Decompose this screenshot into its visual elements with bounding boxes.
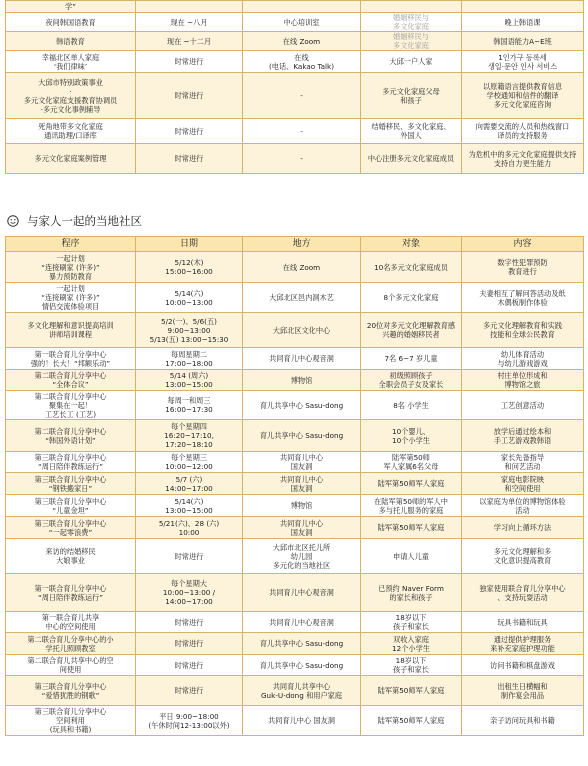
- date-text: 每个星期三 10:00~12:00: [165, 453, 213, 471]
- cell-place: [243, 633, 361, 655]
- program-text: 夜间韩国语教育: [45, 17, 96, 27]
- cell-content: [462, 13, 584, 32]
- date-text: 时常进行: [174, 91, 204, 100]
- cell-target: [361, 452, 462, 473]
- target-text: 18岁以下 孩子和家长: [393, 656, 429, 674]
- cell-date: [136, 420, 243, 452]
- cell-content: [462, 1, 584, 13]
- cell-program: [6, 495, 136, 517]
- target-text: 婚姻移民与 多文化家庭: [393, 32, 429, 50]
- content-text: 向需要交流的人员和热线窗口 译员的支持服务: [475, 122, 570, 140]
- cell-date: [136, 574, 243, 612]
- target-text: 在陆军第50师的军人中 多与托儿服务的家庭: [374, 496, 448, 515]
- target-text: 双收入家庭 12个小学生: [392, 634, 430, 653]
- table-row: [6, 574, 584, 612]
- cell-target: [361, 706, 462, 736]
- date-text: 时常进行: [174, 686, 204, 695]
- place-text: -: [300, 126, 303, 136]
- target-text: 陆军第50师 军人家属6名父母: [383, 453, 439, 471]
- cell-program: [6, 283, 136, 313]
- date-text: 每个星期大 10:00~13:00 / 14:00~17:00: [162, 579, 216, 606]
- place-text: 博物馆: [290, 501, 313, 510]
- target-text: 陆军第50师军人家庭: [377, 523, 445, 532]
- table-row: [6, 252, 584, 283]
- date-text: 时常进行: [174, 126, 204, 136]
- cell-place: [243, 574, 361, 612]
- cell-place: [243, 348, 361, 370]
- program-text: 第三联合育儿分享中心 “一起零浪费”: [34, 518, 107, 537]
- header-place: 地方: [243, 237, 361, 252]
- cell-content: [462, 313, 584, 348]
- table-row: [6, 370, 584, 391]
- content-text: 数字性犯罪预防 教育进行: [497, 258, 548, 276]
- date-text: 5/21(六)、28 (六) 10:00: [158, 518, 220, 537]
- content-text: 多元文化理解教育和实践 技能和全球公民教育: [482, 321, 563, 339]
- table-row: [6, 283, 584, 313]
- cell-date: [136, 655, 243, 676]
- cell-target: [361, 473, 462, 495]
- place-text: 育儿共享中心 Sasu-dong: [259, 400, 344, 410]
- program-text: 第二联合育儿共享中心的空 间使用: [27, 656, 114, 674]
- cell-target: [361, 574, 462, 612]
- content-text: 1인가구 등록세 생일·문안 인사 서비스: [487, 52, 558, 71]
- program-text: 一起计划 “连接刷家 (许多)” 暴力预防教育: [41, 253, 100, 281]
- target-text: 结婚移民、多文化家庭、 外国人: [371, 122, 451, 140]
- program-text: 一起计划 “连接刷家 (许多)” 情侣交流体验项目: [41, 284, 100, 311]
- cell-target: [361, 517, 462, 539]
- content-text: 以家庭为单位的博物馆体验 活动: [479, 496, 566, 515]
- date-text: 5/14(六) 10:00~13:00: [165, 288, 213, 307]
- cell-target: [361, 1, 462, 13]
- cell-program: [6, 32, 136, 51]
- target-text: 陆军第50师军人家庭: [377, 479, 445, 488]
- content-text: 幼儿体育活动 与幼儿游戏游戏: [497, 349, 548, 368]
- program-text: 学”: [65, 2, 76, 11]
- content-text: 学习向上循环方法: [493, 523, 552, 532]
- table-row: [6, 313, 584, 348]
- target-text: 7名 6~7 岁儿童: [384, 354, 438, 363]
- program-text: 第三联合育儿分享中心 “儿童金坦”: [34, 496, 107, 515]
- cell-place: [243, 391, 361, 420]
- cell-date: [136, 633, 243, 655]
- program-text: 韩语教育: [56, 36, 85, 46]
- place-text: 在线 Zoom: [282, 262, 321, 272]
- table-row: [6, 119, 584, 144]
- table-row: [6, 706, 584, 736]
- top-program-table: [5, 0, 584, 174]
- place-text: 在线 Zoom: [282, 36, 321, 46]
- cell-place: [243, 13, 361, 32]
- table-row: [6, 13, 584, 32]
- program-text: 第三联合育儿分享中心 “周日陪伴教练运行”: [34, 453, 107, 471]
- content-text: 通过提供护理服务 来补充家庭护理功能: [490, 634, 555, 653]
- cell-program: [6, 574, 136, 612]
- cell-place: [243, 452, 361, 473]
- cell-place: [243, 73, 361, 119]
- cell-target: [361, 13, 462, 32]
- date-text: 5/14(六) 13:00~15:00: [165, 496, 213, 515]
- date-text: 5/2(一)、5/6(五) 9:00~13:00 5/13(五) 13:00~15:30: [149, 316, 229, 344]
- place-text: 共同育儿中心观音洞: [269, 588, 334, 597]
- cell-place: [243, 1, 361, 13]
- cell-program: [6, 655, 136, 676]
- cell-content: [462, 370, 584, 391]
- cell-date: [136, 517, 243, 539]
- table-row: [6, 495, 584, 517]
- table-row: [6, 51, 584, 73]
- cell-target: [361, 676, 462, 706]
- cell-date: [136, 32, 243, 51]
- cell-content: [462, 119, 584, 144]
- cell-date: [136, 1, 243, 13]
- cell-program: [6, 706, 136, 736]
- cell-date: [136, 252, 243, 283]
- cell-target: [361, 119, 462, 144]
- cell-date: [136, 539, 243, 574]
- target-text: 18岁以下 孩子和家长: [393, 613, 429, 631]
- cell-place: [243, 706, 361, 736]
- place-text: 共同育儿中心观音洞: [269, 354, 334, 363]
- target-text: 初级照顾孩子 全职会员子女及家长: [378, 371, 444, 389]
- target-text: 陆军第50师军人家庭: [377, 686, 445, 695]
- cell-content: [462, 612, 584, 633]
- cell-target: [361, 539, 462, 574]
- target-text: 10名多元文化家庭成员: [374, 262, 448, 272]
- place-text: 育儿共享中心 Sasu-dong: [259, 660, 344, 670]
- date-text: 5/12(木) 15:00~16:00: [165, 258, 213, 276]
- program-text: 第一联合育儿分享中心 强的！长大！“邦额乐动”: [30, 349, 111, 368]
- place-text: 育儿共享中心 Sasu-dong: [259, 639, 344, 648]
- target-text: 多元文化家庭父母 和孩子: [382, 86, 440, 105]
- cell-date: [136, 391, 243, 420]
- place-text: 共同育儿共享中心 Guk-U-dong 和用户家庭: [260, 681, 343, 700]
- table-row: [6, 1, 584, 13]
- cell-program: [6, 348, 136, 370]
- date-text: 时常进行: [174, 660, 204, 670]
- cell-place: [243, 473, 361, 495]
- cell-content: [462, 574, 584, 612]
- content-text: 韩国语能力A~E班: [493, 36, 552, 46]
- place-text: -: [300, 91, 303, 100]
- program-text: 第三联合育儿分享中心 空间利用 (玩具和书籍): [34, 707, 107, 734]
- cell-place: [243, 283, 361, 313]
- program-text: 第一联合育儿分享中心 “周日陪伴教练运行”: [34, 583, 107, 602]
- date-text: 时常进行: [174, 617, 204, 627]
- cell-program: [6, 452, 136, 473]
- cell-content: [462, 348, 584, 370]
- cell-content: [462, 283, 584, 313]
- cell-program: [6, 1, 136, 13]
- place-text: 育儿共享中心 Sasu-dong: [259, 431, 344, 440]
- cell-place: [243, 32, 361, 51]
- place-text: 在线 (电话、Kakao Talk): [268, 52, 335, 71]
- table-row: [6, 539, 584, 574]
- place-text: 中心培训室: [283, 17, 320, 27]
- table-row: [6, 144, 584, 174]
- table-row: [6, 32, 584, 51]
- cell-date: [136, 119, 243, 144]
- cell-place: [243, 539, 361, 574]
- header-target: 对象: [361, 237, 462, 252]
- content-text: 玩具书籍和玩具: [497, 617, 548, 627]
- target-text: 婚姻移民与 多文化家庭: [393, 13, 429, 31]
- cell-program: [6, 252, 136, 283]
- cell-target: [361, 420, 462, 452]
- cell-date: [136, 676, 243, 706]
- cell-content: [462, 495, 584, 517]
- content-text: 晚上韩语课: [504, 17, 541, 27]
- cell-date: [136, 13, 243, 32]
- cell-place: [243, 252, 361, 283]
- place-text: 大邱北区邑内洞木艺: [269, 293, 334, 302]
- cell-date: [136, 348, 243, 370]
- cell-date: [136, 144, 243, 174]
- place-text: 共同育儿中心 国友洞: [279, 518, 324, 537]
- cell-content: [462, 706, 584, 736]
- cell-target: [361, 370, 462, 391]
- cell-program: [6, 676, 136, 706]
- cell-target: [361, 612, 462, 633]
- program-text: 幸福北区单人家庭 ‘我们律味’: [41, 52, 100, 71]
- cell-program: [6, 51, 136, 73]
- place-text: 共同育儿中心 国友洞: [268, 716, 335, 725]
- header-program: 程序: [6, 237, 136, 252]
- place-text: 大邱北区文化中心: [272, 325, 331, 335]
- cell-place: [243, 495, 361, 517]
- cell-date: [136, 473, 243, 495]
- cell-program: [6, 473, 136, 495]
- place-text: 共同育儿中心 国友洞: [279, 474, 324, 493]
- table-row: [6, 517, 584, 539]
- cell-program: [6, 313, 136, 348]
- cell-place: [243, 612, 361, 633]
- cell-program: [6, 13, 136, 32]
- table-row: [6, 612, 584, 633]
- cell-date: [136, 452, 243, 473]
- cell-content: [462, 51, 584, 73]
- target-text: 大邱一户人家: [389, 57, 433, 66]
- date-text: 每个星期四 16:20~17:10, 17:20~18:10: [164, 422, 214, 449]
- cell-date: [136, 73, 243, 119]
- cell-content: [462, 73, 584, 119]
- program-text: 第二联合育儿分享中心 “韩国外语计划”: [34, 426, 107, 445]
- program-text: 第二联合育儿分享中心的小 学托儿照顾教室: [27, 634, 114, 653]
- cell-place: [243, 370, 361, 391]
- cell-content: [462, 473, 584, 495]
- target-text: 陆军第50师军人家庭: [377, 716, 445, 725]
- smile-icon: [7, 215, 19, 227]
- date-text: 时常进行: [174, 154, 204, 163]
- target-text: 10个婴儿、 10个小学生: [392, 426, 430, 445]
- cell-content: [462, 252, 584, 283]
- program-text: 死角地带多文化家庭 通讯助理/口译库: [38, 122, 103, 140]
- cell-place: [243, 119, 361, 144]
- header-date: 日期: [136, 237, 243, 252]
- content-text: 以原籍语言提供教育信息 学校通知和信件的翻译 多元文化家庭咨询: [482, 82, 563, 109]
- program-text: 多元文化家庭案例管理: [34, 154, 107, 163]
- cell-content: [462, 32, 584, 51]
- cell-date: [136, 283, 243, 313]
- table-row: [6, 391, 584, 420]
- program-text: 第一联合育儿共享 中心的空间使用: [41, 613, 100, 631]
- cell-date: [136, 313, 243, 348]
- table-row: [6, 633, 584, 655]
- table-row: [6, 73, 584, 119]
- content-text: 访问书籍和棋盘游戏: [490, 660, 555, 670]
- cell-content: [462, 655, 584, 676]
- program-text: 第三联合育儿分享中心 “爱惜犹胜的钢歌”: [34, 681, 107, 700]
- cell-target: [361, 391, 462, 420]
- cell-place: [243, 517, 361, 539]
- target-text: 中心注册多元文化家庭成员: [367, 154, 455, 163]
- cell-place: [243, 676, 361, 706]
- content-text: 家庭电影院映 和空间使用: [500, 474, 545, 493]
- cell-target: [361, 32, 462, 51]
- table-header-row: [6, 237, 584, 252]
- date-text: 每周星期二 17:00~18:00: [165, 349, 213, 368]
- program-text: 大邱市特别政策事业 · 多元文化家庭支援教育协调员 ·多元文化事例辅导: [23, 77, 118, 114]
- cell-program: [6, 517, 136, 539]
- target-text: 8个多元文化家庭: [383, 293, 439, 302]
- place-text: 大邱市北区托儿所 幼儿园 多元化的当地社区: [272, 542, 331, 570]
- program-text: 多文化理解和意识提高培训 讲师培训课程: [27, 321, 114, 339]
- program-text: 第二联合育儿分享中心 聚集在一起！ 工艺长工 (工艺): [34, 391, 107, 419]
- program-text: 来访的结婚移民 大娘事业: [45, 547, 96, 565]
- cell-program: [6, 73, 136, 119]
- cell-program: [6, 420, 136, 452]
- table-row: [6, 676, 584, 706]
- table-row: [6, 452, 584, 473]
- place-text: -: [300, 154, 303, 163]
- program-text: 第二联合育儿分享中心 “全体合议”: [34, 371, 107, 389]
- cell-program: [6, 370, 136, 391]
- cell-target: [361, 51, 462, 73]
- place-text: 博物馆: [290, 375, 313, 385]
- date-text: 时常进行: [174, 551, 204, 561]
- cell-date: [136, 495, 243, 517]
- cell-program: [6, 144, 136, 174]
- table-row: [6, 655, 584, 676]
- section-title: 与家人一起的当地社区: [27, 214, 142, 228]
- cell-place: [243, 420, 361, 452]
- place-text: 共同育儿中心观音洞: [269, 617, 334, 627]
- cell-target: [361, 313, 462, 348]
- community-program-table: [5, 236, 584, 736]
- cell-content: [462, 676, 584, 706]
- cell-content: [462, 517, 584, 539]
- cell-content: [462, 539, 584, 574]
- content-text: 独家使用联合育儿分享中心 、支持玩耍活动: [479, 583, 566, 602]
- cell-program: [6, 539, 136, 574]
- cell-date: [136, 370, 243, 391]
- cell-program: [6, 119, 136, 144]
- cell-program: [6, 633, 136, 655]
- content-text: 亲子访问玩具和书籍: [490, 716, 555, 725]
- cell-target: [361, 655, 462, 676]
- table-row: [6, 348, 584, 370]
- cell-place: [243, 313, 361, 348]
- cell-target: [361, 283, 462, 313]
- cell-content: [462, 144, 584, 174]
- program-text: 第三联合育儿分享中心 “钢铁搬家日”: [34, 474, 107, 493]
- cell-content: [462, 420, 584, 452]
- content-text: 村庄单位形成和 博物馆之旅: [497, 371, 548, 389]
- cell-target: [361, 633, 462, 655]
- content-text: 多元文化理解和多 文化意识提高教育: [493, 547, 552, 565]
- cell-content: [462, 391, 584, 420]
- content-text: 工艺创意活动: [500, 400, 545, 410]
- target-text: 申请人儿童: [393, 551, 429, 561]
- place-text: 共同育儿中心 国友洞: [279, 453, 324, 471]
- cell-content: [462, 452, 584, 473]
- cell-date: [136, 51, 243, 73]
- section-heading: [7, 212, 142, 230]
- date-text: 时常进行: [174, 639, 204, 648]
- content-text: 夫妻相互了解问答活动及纸 木偶板制作体验: [479, 288, 566, 307]
- cell-place: [243, 51, 361, 73]
- table-row: [6, 473, 584, 495]
- cell-program: [6, 612, 136, 633]
- cell-date: [136, 612, 243, 633]
- target-text: 8名 小学生: [393, 400, 429, 410]
- cell-place: [243, 144, 361, 174]
- cell-target: [361, 144, 462, 174]
- content-text: 放学后通过绘本和 手工艺游戏教韩语: [493, 426, 552, 445]
- content-text: 为危机中的多元文化家庭提供支持 支持自力更生能力: [468, 149, 577, 168]
- cell-content: [462, 633, 584, 655]
- cell-place: [243, 655, 361, 676]
- cell-target: [361, 348, 462, 370]
- cell-date: [136, 706, 243, 736]
- cell-program: [6, 391, 136, 420]
- cell-target: [361, 73, 462, 119]
- date-text: 现在 ~十二月: [166, 36, 212, 46]
- date-text: 每周一和周三 16:00~17:30: [165, 396, 213, 414]
- target-text: 已预约 Naver Form 的家长和孩子: [378, 583, 444, 602]
- date-text: 时常进行: [174, 57, 204, 66]
- content-text: 家长先备指导 和问艺活动: [500, 453, 545, 471]
- cell-target: [361, 252, 462, 283]
- table-row: [6, 420, 584, 452]
- target-text: 20位对多元文化理解教育感 兴趣的婚姻移民者: [366, 321, 456, 339]
- header-content: 内容: [462, 237, 584, 252]
- date-text: 平日 9:00~18:00 (午休时间12-13:00以外): [148, 711, 230, 730]
- date-text: 5/7 (六) 14:00~17:00: [165, 474, 213, 493]
- date-text: 5/14 (周六) 13:00~15:00: [165, 371, 213, 389]
- cell-target: [361, 495, 462, 517]
- date-text: 现在 ~八月: [170, 17, 208, 27]
- content-text: 出租生日横幅和 制作宴会用品: [497, 681, 548, 700]
